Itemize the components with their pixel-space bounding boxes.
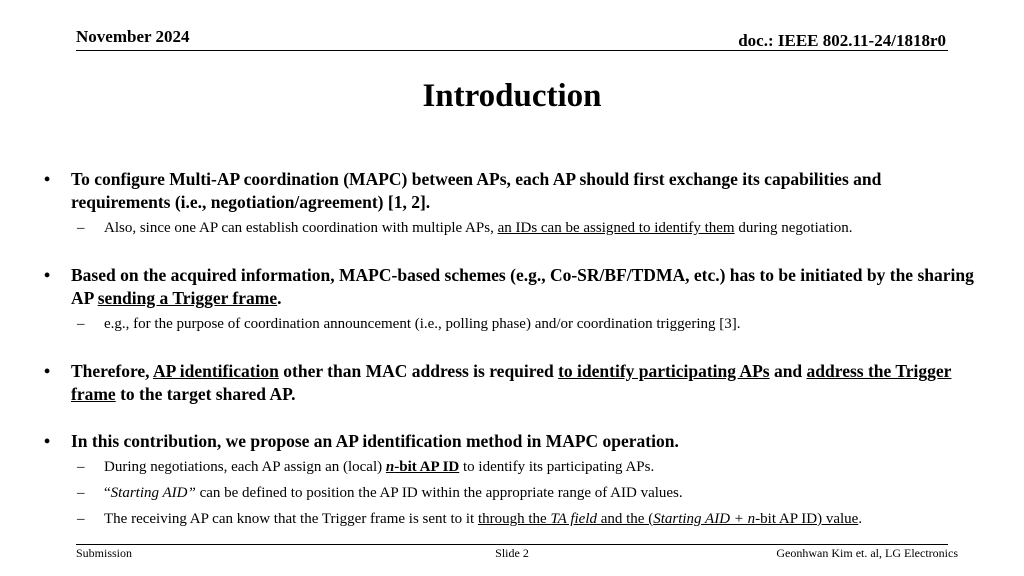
sub-bullet-marker: – [77, 220, 85, 236]
sub-text-underlined-italic: TA field [550, 511, 597, 527]
sub-text-italic: Starting AID” [110, 485, 196, 501]
bullet-text-underlined: sending a Trigger frame [97, 288, 278, 308]
slide-body [44, 168, 980, 531]
sub-bullet-marker: – [77, 485, 85, 501]
bullet-text: . [277, 288, 282, 308]
sub-bullet-receiving-ap [44, 507, 980, 531]
sub-text: to identify its participating APs. [459, 459, 655, 475]
header-doc-id: doc.: IEEE 802.11-24/1818r0 [738, 31, 946, 50]
bullet-text: to the target shared AP. [115, 384, 296, 404]
bullet-text: and [769, 361, 807, 381]
bullet-mapc-config [44, 168, 980, 214]
sub-text: e.g., for the purpose of coordination announcement (i.e., polling phase) and/or coordination triggering [3]. [104, 316, 741, 332]
sub-bullet-marker: – [77, 459, 85, 475]
sub-bullet-marker: – [77, 316, 85, 332]
footer-submission: Submission [76, 546, 133, 560]
footer-divider [76, 544, 948, 545]
sub-text: During negotiations, each AP assign an (local) [104, 459, 386, 475]
sub-bullet-coordination [44, 312, 980, 336]
bullet-marker: • [44, 169, 51, 189]
header-date: November 2024 [76, 27, 190, 46]
bullet-acquired-info [44, 264, 980, 310]
sub-text-n-variable: n [385, 459, 395, 475]
sub-text: can be defined to position the AP ID within the appropriate range of AID values. [195, 485, 683, 501]
sub-bullet-ap-ids [44, 216, 980, 240]
sub-text: . [858, 511, 863, 527]
bullet-text: To configure Multi-AP coordination (MAPC) between APs, each AP should first exchange its capabilities and requirements (i.e., negotiation/agreement) [1, 2]. [71, 169, 882, 212]
header-divider [76, 50, 948, 51]
sub-text-underlined: and the ( [596, 511, 654, 527]
footer-authors: Geonhwan Kim et. al, LG Electronics [776, 546, 958, 560]
sub-text: “ [104, 485, 111, 501]
bullet-ap-identification [44, 360, 980, 406]
footer-slide-number: Slide 2 [495, 546, 529, 560]
sub-text-underlined: -bit AP ID [394, 459, 460, 475]
sub-text: Also, since one AP can establish coordination with multiple APs, [104, 220, 498, 236]
sub-text: during negotiation. [734, 220, 853, 236]
sub-text-underlined: -bit AP ID) value [755, 511, 859, 527]
bullet-text: In this contribution, we propose an AP identification method in MAPC operation. [71, 431, 679, 451]
bullet-text-underlined: address the Trigger frame [71, 361, 952, 404]
sub-bullet-marker: – [77, 511, 85, 527]
slide-title: Introduction [422, 78, 602, 114]
bullet-marker: • [44, 265, 51, 285]
bullet-contribution [44, 430, 980, 453]
bullet-text: other than MAC address is required [278, 361, 559, 381]
bullet-text: Therefore, [71, 361, 153, 381]
bullet-marker: • [44, 431, 51, 451]
sub-bullet-negotiations [44, 455, 980, 479]
sub-text: The receiving AP can know that the Trigger frame is sent to it [104, 511, 478, 527]
bullet-text: Based on the acquired information, MAPC-based schemes (e.g., Co-SR/BF/TDMA, etc.) has to be initiated by the sharing AP [71, 265, 974, 308]
sub-text-underlined: through the [477, 511, 551, 527]
bullet-marker: • [44, 361, 51, 381]
sub-text-underlined: an IDs can be assigned to identify them [497, 220, 735, 236]
sub-bullet-starting-aid [44, 481, 980, 505]
bullet-text-underlined: to identify participating APs [558, 361, 770, 381]
sub-text-underlined-italic: Starting AID + n [653, 511, 756, 527]
bullet-text-underlined: AP identification [152, 361, 279, 381]
